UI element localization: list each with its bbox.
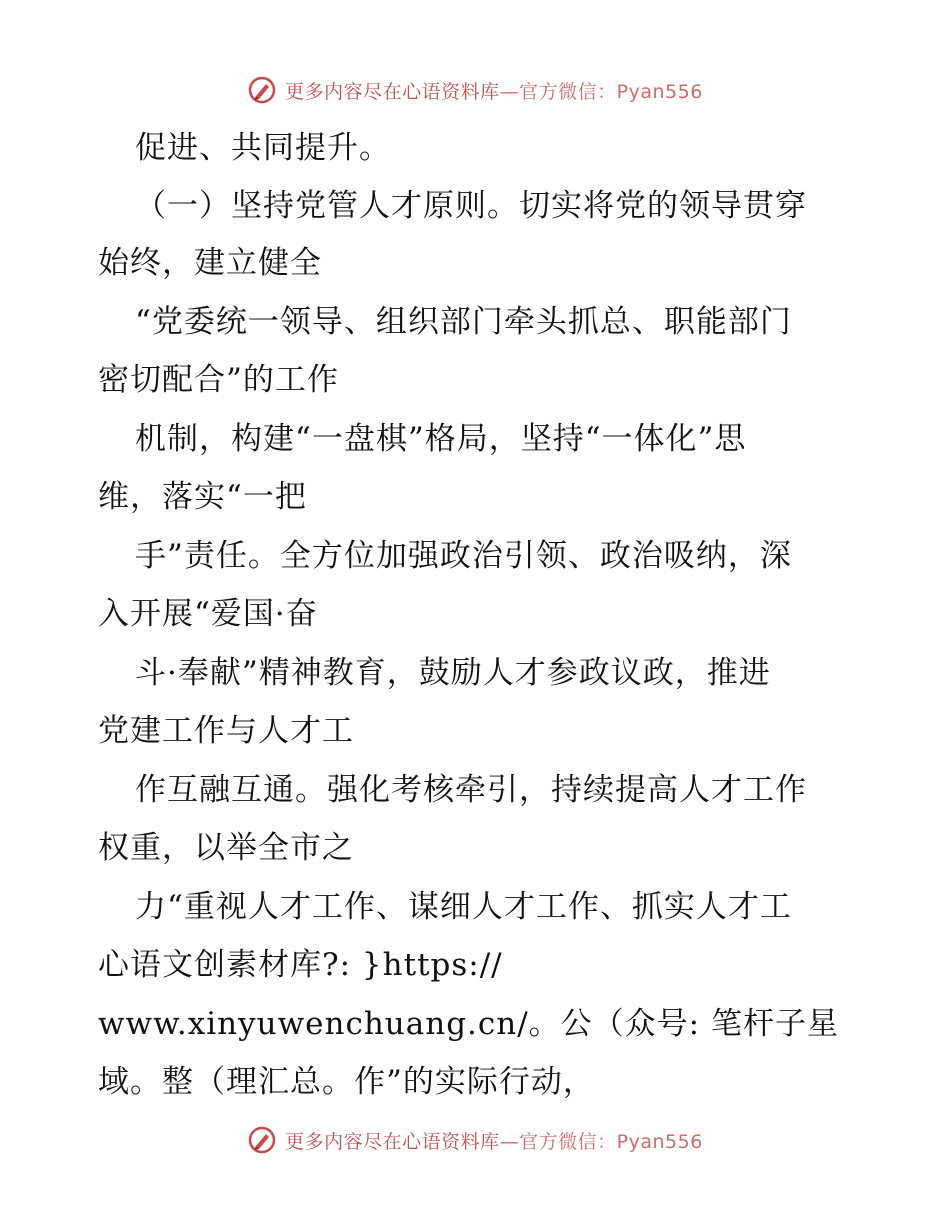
pen-logo-icon — [247, 1125, 277, 1155]
body-line: 力“重视人才工作、谋细人才工作、抓实人才工 — [135, 889, 792, 925]
footer-main-text: 更多内容尽在心语资料库 — [285, 1130, 500, 1153]
body-line: 心语文创素材库?: }https:// — [98, 947, 503, 983]
header-sub-text: —官方微信：Pyan556 — [499, 80, 703, 103]
header-main-text: 更多内容尽在心语资料库 — [285, 80, 500, 103]
body-line: 机制，构建“一盘棋”格局，坚持“一体化”思 — [135, 421, 747, 457]
body-line: 维，落实“一把 — [98, 479, 307, 515]
footer-watermark-text — [285, 1127, 703, 1154]
body-line: 权重，以举全市之 — [98, 830, 354, 866]
body-line: 党建工作与人才工 — [98, 713, 354, 749]
body-line: 手”责任。全方位加强政治引领、政治吸纳，深 — [135, 538, 792, 574]
body-line: 作互融互通。强化考核牵引，持续提高人才工作 — [135, 772, 807, 808]
footer-watermark — [0, 1120, 950, 1160]
body-line: 始终，建立健全 — [98, 245, 322, 281]
body-line: “党委统一领导、组织部门牵头抓总、职能部门 — [135, 304, 792, 340]
body-line: 密切配合”的工作 — [98, 362, 339, 398]
footer-sub-text: —官方微信：Pyan556 — [499, 1130, 703, 1153]
header-watermark-text — [285, 77, 703, 104]
body-line: www.xinyuwenchuang.cn/。公（众号: 笔杆子星 — [98, 1006, 839, 1042]
body-line: 斗·奉献”精神教育，鼓励人才参政议政，推进 — [135, 655, 771, 691]
body-line: 域。整（理汇总。作”的实际行动， — [98, 1064, 595, 1100]
body-line: （一）坚持党管人才原则。切实将党的领导贯穿 — [135, 188, 807, 224]
body-line: 促进、共同提升。 — [135, 130, 391, 166]
header-watermark — [0, 70, 950, 110]
pen-logo-icon — [247, 75, 277, 105]
body-line: 入开展“爱国·奋 — [98, 596, 318, 632]
